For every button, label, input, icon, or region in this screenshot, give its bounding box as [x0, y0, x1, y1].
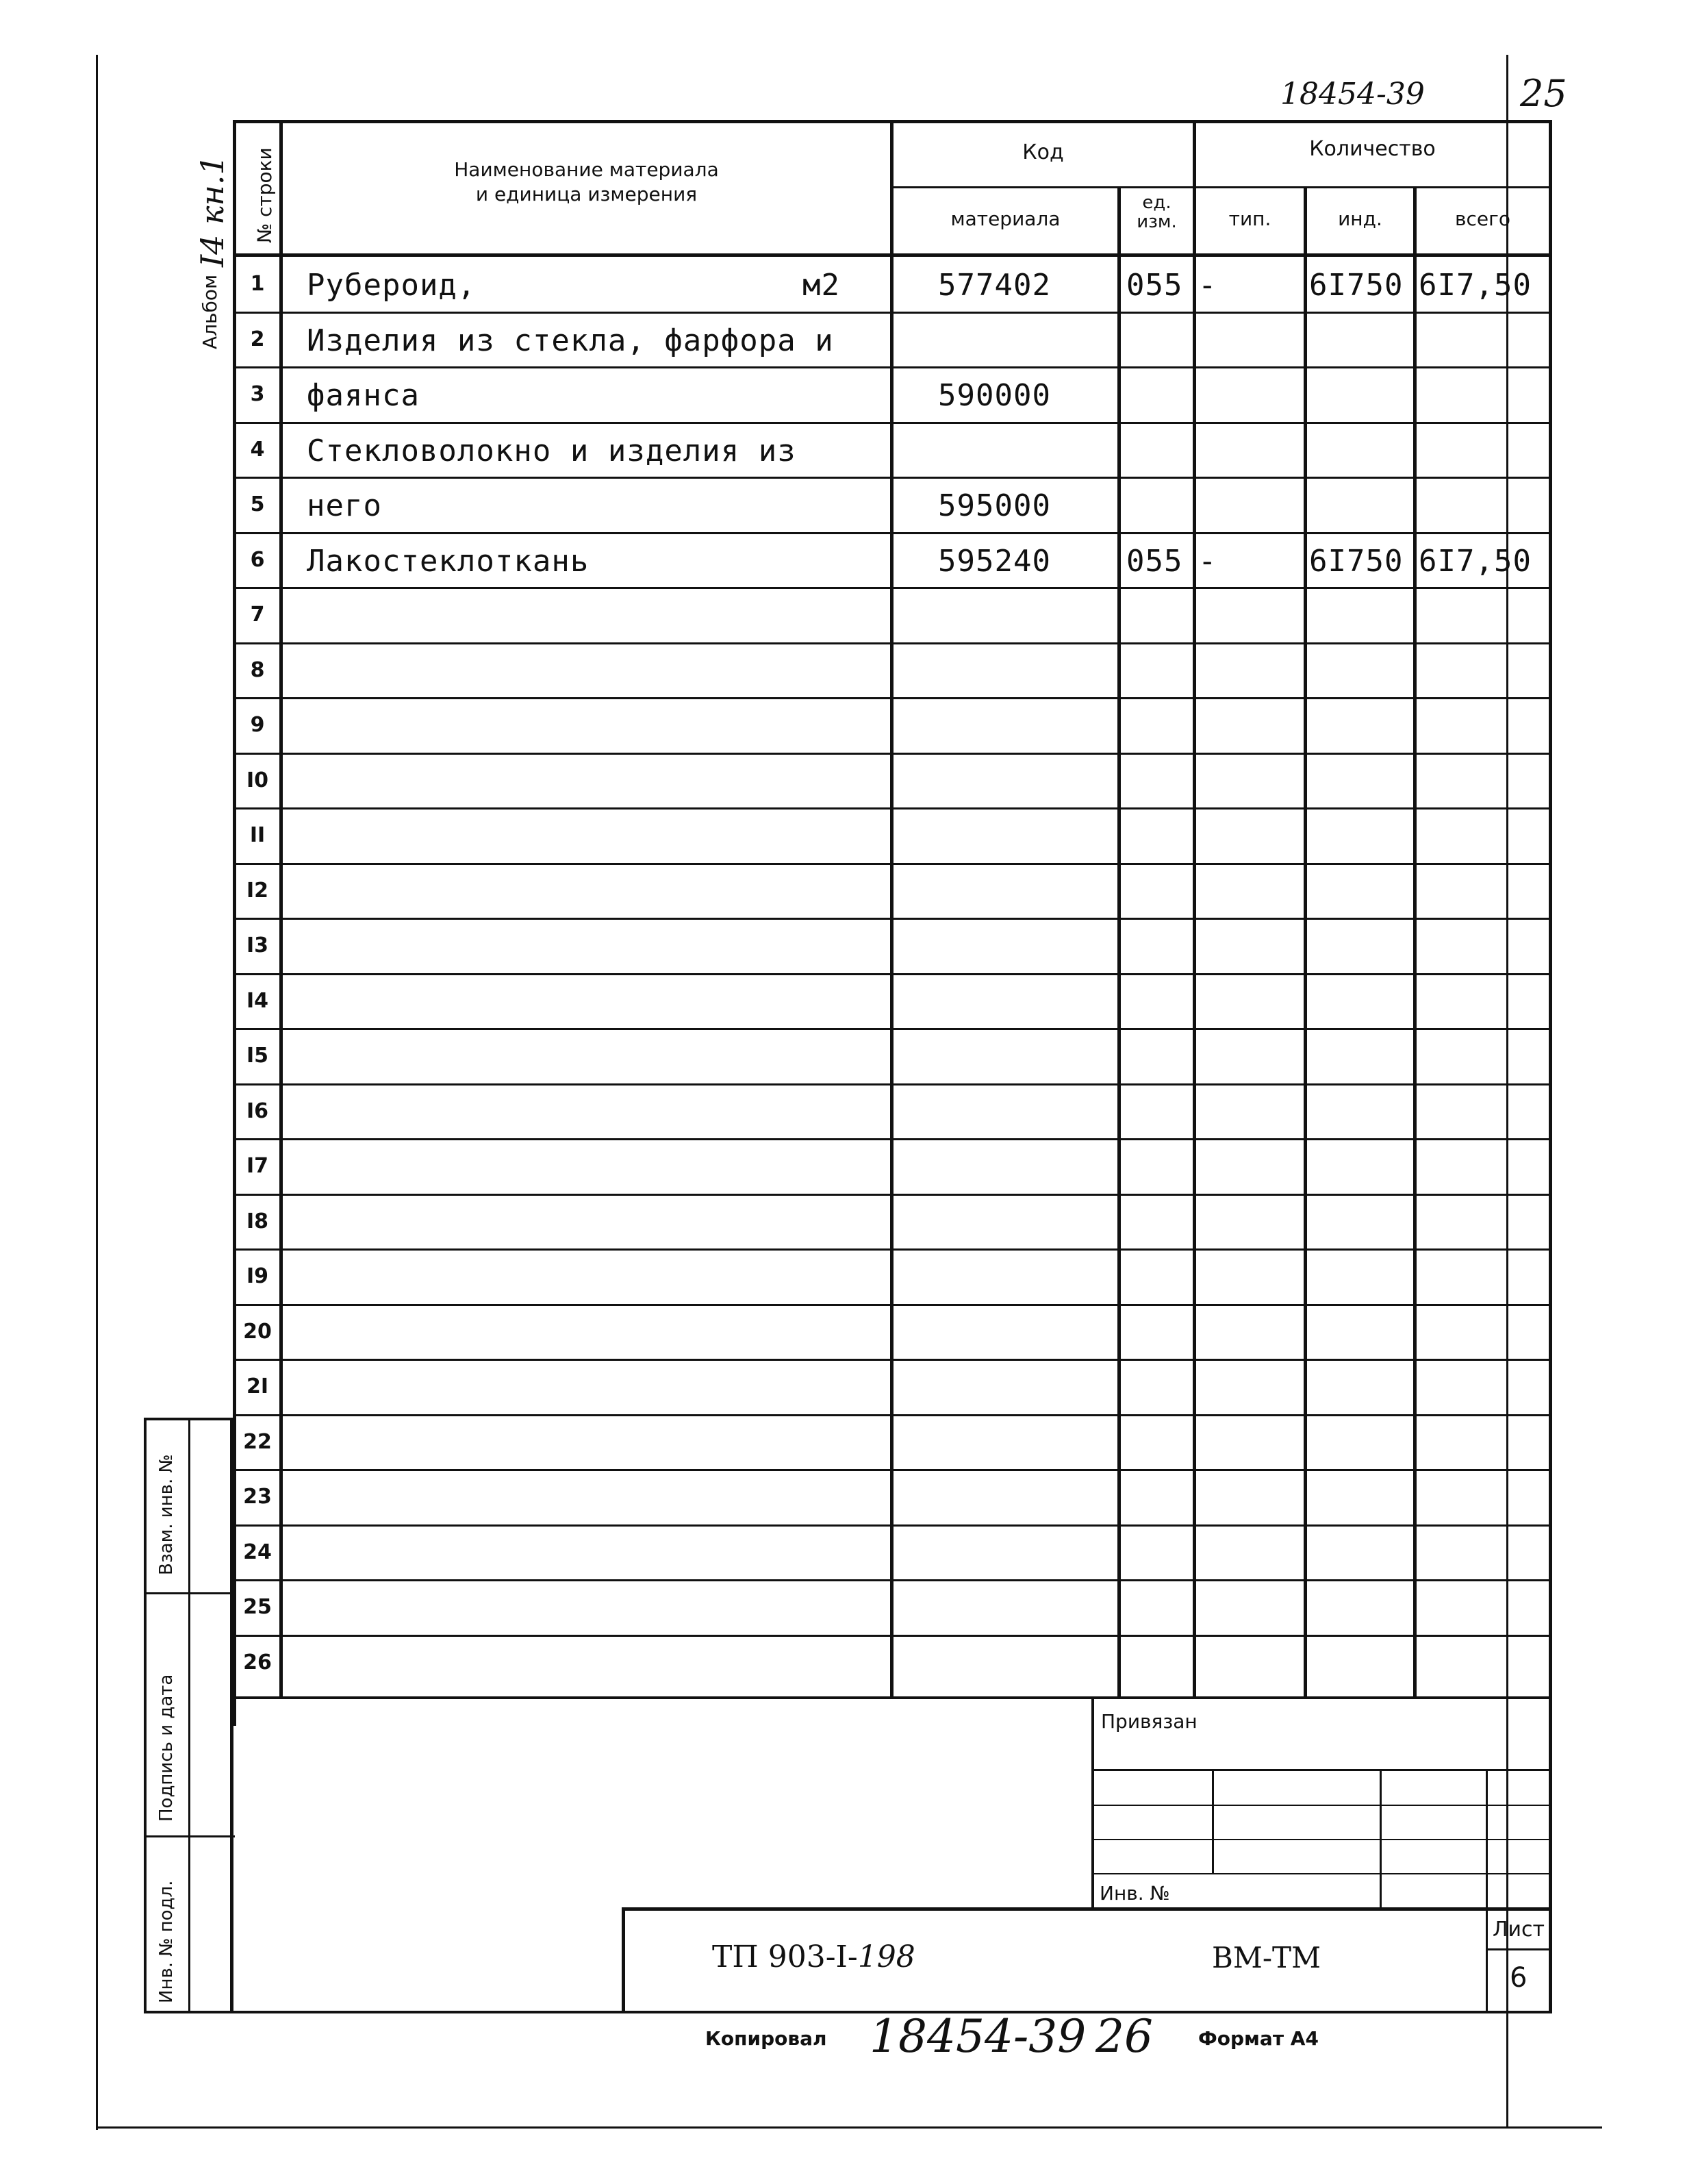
header-quantity: Количество [1309, 137, 1436, 161]
row-number: I8 [246, 1209, 269, 1233]
row-separator [233, 1138, 1551, 1140]
top-sheet-number: 25 [1520, 72, 1567, 115]
row-number: 23 [243, 1485, 272, 1509]
cell-name: Изделия из стекла, фарфора и [307, 323, 834, 358]
cell-name: Рубероид, [307, 268, 477, 303]
doc-code [712, 1940, 915, 1974]
row-separator [233, 1524, 1551, 1527]
album-label: Альбом [199, 274, 221, 349]
header-name: Наименование материала и единица измерения [454, 158, 719, 205]
cell-code: 590000 [938, 378, 1051, 413]
header-row-number: № строки [253, 147, 276, 243]
row-separator [233, 587, 1551, 589]
row-separator [233, 1635, 1551, 1637]
row-separator [233, 477, 1551, 479]
row-number: 20 [243, 1319, 272, 1344]
row-separator [233, 697, 1551, 699]
cell-total: 6I7,50 [1419, 543, 1532, 579]
row-separator [233, 1579, 1551, 1581]
row-separator [233, 918, 1551, 920]
stamp-vzam: Взам. инв. № [156, 1454, 177, 1575]
cell-unit: м2 [802, 268, 840, 303]
page-bottom-edge [96, 2126, 1602, 2129]
cell-name: него [307, 488, 382, 523]
stamp-podpis: Подпись и дата [156, 1674, 177, 1822]
row-separator [233, 366, 1551, 368]
top-divider [1506, 55, 1508, 116]
row-number: 2 [250, 327, 265, 351]
row-number: I9 [246, 1264, 269, 1288]
list-value: 6 [1510, 1962, 1528, 1994]
inv-no-label: Инв. № [1100, 1882, 1170, 1905]
doc-code-hand: 198 [857, 1940, 915, 1974]
doc-code-prefix: ТП 903-I- [712, 1940, 858, 1974]
row-separator [233, 532, 1551, 534]
copied-doc-number: 18454-39 [870, 2010, 1087, 2063]
row-number: 8 [250, 657, 265, 682]
header-qty-total: всего [1455, 208, 1510, 230]
copied-label: Копировал [705, 2027, 827, 2050]
row-number: I6 [246, 1099, 269, 1123]
row-number: I7 [246, 1154, 269, 1178]
header-qty-ind: инд. [1338, 208, 1382, 230]
row-number: 22 [243, 1429, 272, 1454]
cell-ind: 6I750 [1309, 268, 1404, 303]
row-separator [233, 1304, 1551, 1306]
row-number: 5 [250, 492, 265, 516]
cell-ed: 055 [1126, 268, 1183, 303]
row-separator [233, 642, 1551, 644]
header-code: Код [1022, 140, 1064, 164]
row-number: I3 [246, 933, 269, 957]
header-qty-typ: тип. [1228, 208, 1271, 230]
row-separator [233, 1359, 1551, 1361]
stamp-inv-podl: Инв. № подл. [156, 1880, 177, 2003]
cell-ind: 6I750 [1309, 543, 1404, 579]
row-number: 24 [243, 1540, 272, 1564]
row-number: 26 [243, 1650, 272, 1674]
row-number: 9 [250, 713, 265, 737]
row-separator [233, 1469, 1551, 1471]
privyazan-label: Привязан [1101, 1710, 1198, 1733]
row-number: I5 [246, 1044, 269, 1068]
row-separator [233, 753, 1551, 755]
row-number: 4 [250, 437, 265, 462]
row-number: 25 [243, 1595, 272, 1619]
cell-total: 6I7,50 [1419, 268, 1532, 303]
row-separator [233, 1414, 1551, 1416]
header-code-unit: ед. изм. [1137, 192, 1177, 232]
row-number: 7 [250, 603, 265, 627]
row-separator [233, 1028, 1551, 1030]
format-label: Формат А4 [1198, 2027, 1319, 2050]
album-number: I4 кн.1 [194, 155, 231, 267]
row-number: 6 [250, 547, 265, 572]
row-separator [233, 1083, 1551, 1085]
row-separator [233, 312, 1551, 314]
cell-typ: - [1198, 543, 1217, 579]
page-left-edge [96, 55, 98, 2130]
row-number: 2I [246, 1375, 269, 1398]
row-separator [233, 863, 1551, 865]
cell-ed: 055 [1126, 543, 1183, 579]
sheet-code: ВМ-ТМ [1212, 1941, 1321, 1974]
row-number: I4 [246, 988, 269, 1013]
row-number: 1 [250, 272, 265, 296]
row-separator [233, 973, 1551, 975]
top-doc-number: 18454-39 [1280, 77, 1425, 112]
cell-code: 595000 [938, 488, 1051, 523]
cell-name: Стекловолокно и изделия из [307, 433, 796, 468]
list-label: Лист [1493, 1918, 1545, 1942]
row-number: 3 [250, 382, 265, 406]
row-separator [233, 422, 1551, 424]
cell-code: 577402 [938, 268, 1051, 303]
copied-sheet-number: 26 [1095, 2010, 1153, 2063]
header-code-material: материала [950, 208, 1061, 230]
row-number: I2 [246, 878, 269, 903]
cell-name: фаянса [307, 378, 420, 413]
row-number: II [249, 823, 266, 847]
cell-typ: - [1198, 268, 1217, 303]
row-separator [233, 1194, 1551, 1196]
cell-name: Лакостеклоткань [307, 543, 590, 579]
row-separator [233, 1248, 1551, 1251]
row-separator [233, 807, 1551, 809]
cell-code: 595240 [938, 543, 1051, 579]
row-number: I0 [246, 768, 269, 792]
